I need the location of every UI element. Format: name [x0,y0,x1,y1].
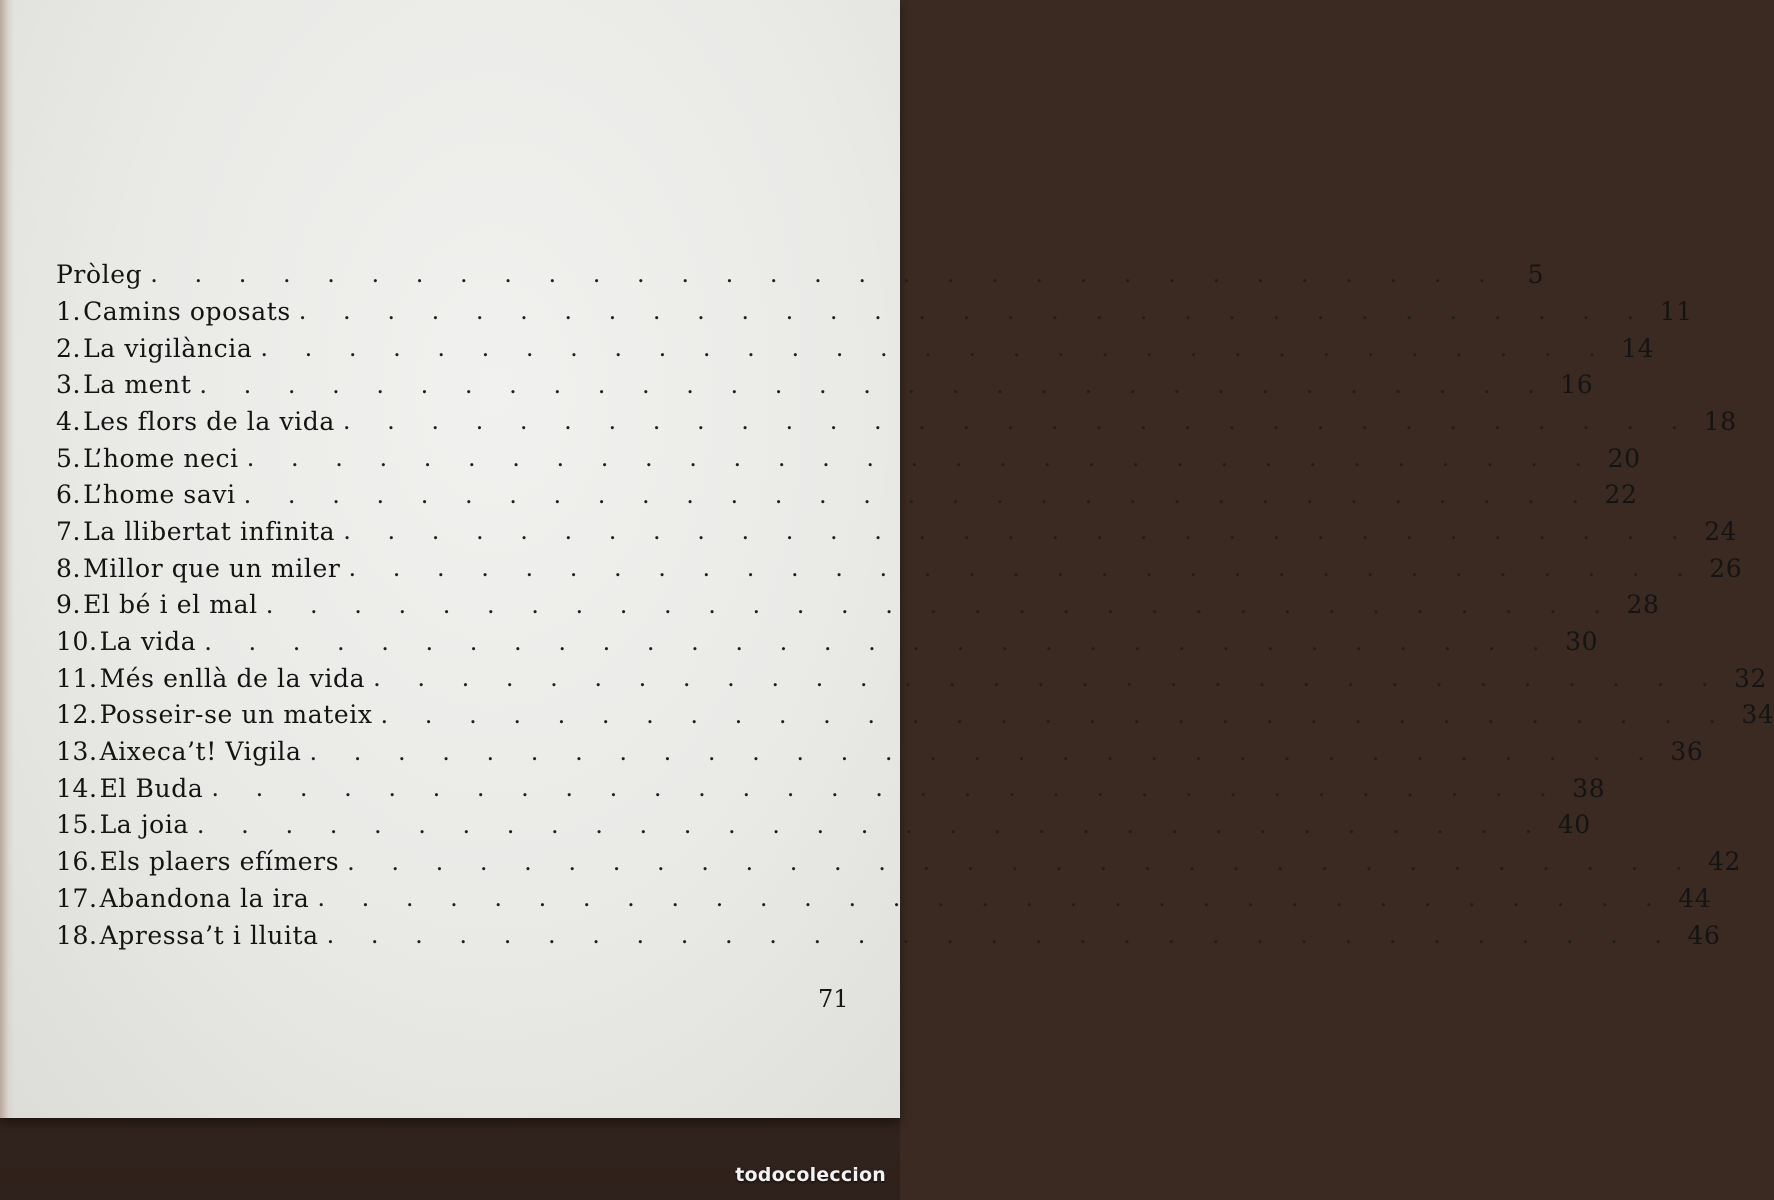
dot-leader: . . . . . . . . . . . . . . . . . . . . . . . . . . . . . . . [380,700,1731,729]
toc-row [56,293,1693,330]
toc-title: El Buda [99,773,204,803]
toc-number: 11. [56,663,98,693]
toc-number: 3. [56,370,82,400]
toc-number: 4. [56,406,82,436]
toc-title: La vida [99,627,197,657]
toc-title: Millor que un miler [83,553,341,583]
toc-number: 18. [56,920,98,950]
dot-leader: . . . . . . . . . . . . . . . . . . . . . . . . . . . . . . . [204,627,1555,656]
toc-page-number: 18 [1703,406,1737,436]
toc-row [56,770,1606,807]
toc-row [56,623,1599,660]
toc-row [56,917,1721,954]
toc-title: L’home neci [83,443,239,473]
toc-row [56,587,1660,624]
toc-number: 12. [56,700,98,730]
toc-title: La ment [83,370,192,400]
toc-title: Els plaers efímers [99,847,340,877]
dot-leader: . . . . . . . . . . . . . . . . . . . . . . . . . . . . . . . [298,297,1649,326]
toc-number: 5. [56,443,82,473]
toc-row-prolog [56,255,1545,293]
page-edge [0,0,14,1118]
toc-page-number: 5 [1527,259,1545,289]
toc-row [56,660,1767,697]
toc-row [56,697,1774,734]
toc-page-number: 32 [1733,663,1767,693]
toc-number: 9. [56,590,82,620]
toc-number: 8. [56,553,82,583]
dot-leader: . . . . . . . . . . . . . . . . . . . . . . . . . . . . . . . [196,810,1547,839]
dot-leader: . . . . . . . . . . . . . . . . . . . . . . . . . . . . . . . [342,407,1693,436]
watermark: todocoleccion [735,1164,886,1186]
toc-title: El bé i el mal [83,590,258,620]
toc-page-number: 14 [1621,333,1655,363]
toc-page-number: 42 [1708,847,1742,877]
toc-page-number: 44 [1678,883,1712,913]
toc-row [56,733,1704,770]
dot-leader: . . . . . . . . . . . . . . . . . . . . . . . . . . . . . . . [265,590,1616,619]
dot-leader: . . . . . . . . . . . . . . . . . . . . . . . . . . . . . . . [348,554,1699,583]
toc-title: La vigilància [83,333,253,363]
toc-number: 2. [56,333,82,363]
toc-page-number: 26 [1709,553,1743,583]
toc-page-number: 16 [1560,370,1594,400]
dot-leader: . . . . . . . . . . . . . . . . . . . . . . . . . . . . . . . [243,480,1594,509]
dot-leader: . . . . . . . . . . . . . . . . . . . . . . . . . . . . . . . [373,664,1723,693]
toc-row [56,807,1591,844]
toc-row [56,330,1655,367]
toc-title: Les flors de la vida [83,406,335,436]
dot-leader: . . . . . . . . . . . . . . . . . . . . . . . . . . . . . . . [246,444,1597,473]
toc-page-number: 24 [1704,516,1738,546]
toc-number: 17. [56,883,98,913]
toc-page-number: 20 [1607,443,1641,473]
toc-title: Posseir-se un mateix [99,700,373,730]
toc-title: Abandona la ira [99,883,310,913]
dot-leader: . . . . . . . . . . . . . . . . . . . . . . . . . . . . . . . [309,737,1660,766]
dot-leader: . . . . . . . . . . . . . . . . . . . . . . . . . . . . . . . [317,884,1668,913]
toc-row [56,880,1712,917]
toc-page-number: 36 [1670,737,1704,767]
table-of-contents [56,255,1774,953]
toc-number: 10. [56,627,98,657]
toc-row [56,403,1737,440]
toc-row [56,843,1742,880]
toc-page-number: 22 [1604,480,1638,510]
dot-leader: . . . . . . . . . . . . . . . . . . . . . . . . . . . . . . . [150,260,1501,288]
toc-page-number: 38 [1572,773,1606,803]
toc-page-number: 30 [1565,627,1599,657]
dot-leader: . . . . . . . . . . . . . . . . . . . . . . . . . . . . . . . [211,774,1562,803]
toc-page-number: 40 [1557,810,1591,840]
toc-number: 13. [56,737,98,767]
toc-page-number: 46 [1687,920,1721,950]
toc-row [56,440,1641,477]
toc-number: 15. [56,810,98,840]
toc-page-number: 11 [1659,296,1693,326]
dot-leader: . . . . . . . . . . . . . . . . . . . . . . . . . . . . . . . [199,370,1550,399]
toc-number: 7. [56,516,82,546]
page-number: 71 [818,985,849,1013]
toc-number: 1. [56,296,82,326]
toc-title: La joia [99,810,189,840]
toc-title: Més enllà de la vida [99,663,366,693]
toc-row [56,550,1743,587]
toc-row [56,513,1738,550]
toc-entries [56,293,1774,953]
dot-leader: . . . . . . . . . . . . . . . . . . . . . . . . . . . . . . . [343,517,1694,546]
dot-leader: . . . . . . . . . . . . . . . . . . . . . . . . . . . . . . . [347,847,1698,876]
toc-number: 6. [56,480,82,510]
toc-page-number: 28 [1626,590,1660,620]
toc-page-number: 34 [1741,700,1774,730]
dot-leader: . . . . . . . . . . . . . . . . . . . . . . . . . . . . . . . [260,334,1611,363]
toc-title: L’home savi [83,480,236,510]
dot-leader: . . . . . . . . . . . . . . . . . . . . . . . . . . . . . . . [326,921,1677,950]
toc-title: Pròleg [56,259,143,289]
toc-title: La llibertat infinita [83,516,336,546]
toc-row [56,476,1638,513]
toc-number: 14. [56,773,98,803]
toc-number: 16. [56,847,98,877]
toc-title: Camins oposats [83,296,291,326]
toc-title: Apressa’t i lluita [99,920,319,950]
toc-title: Aixeca’t! Vigila [99,737,302,767]
toc-row [56,366,1594,403]
